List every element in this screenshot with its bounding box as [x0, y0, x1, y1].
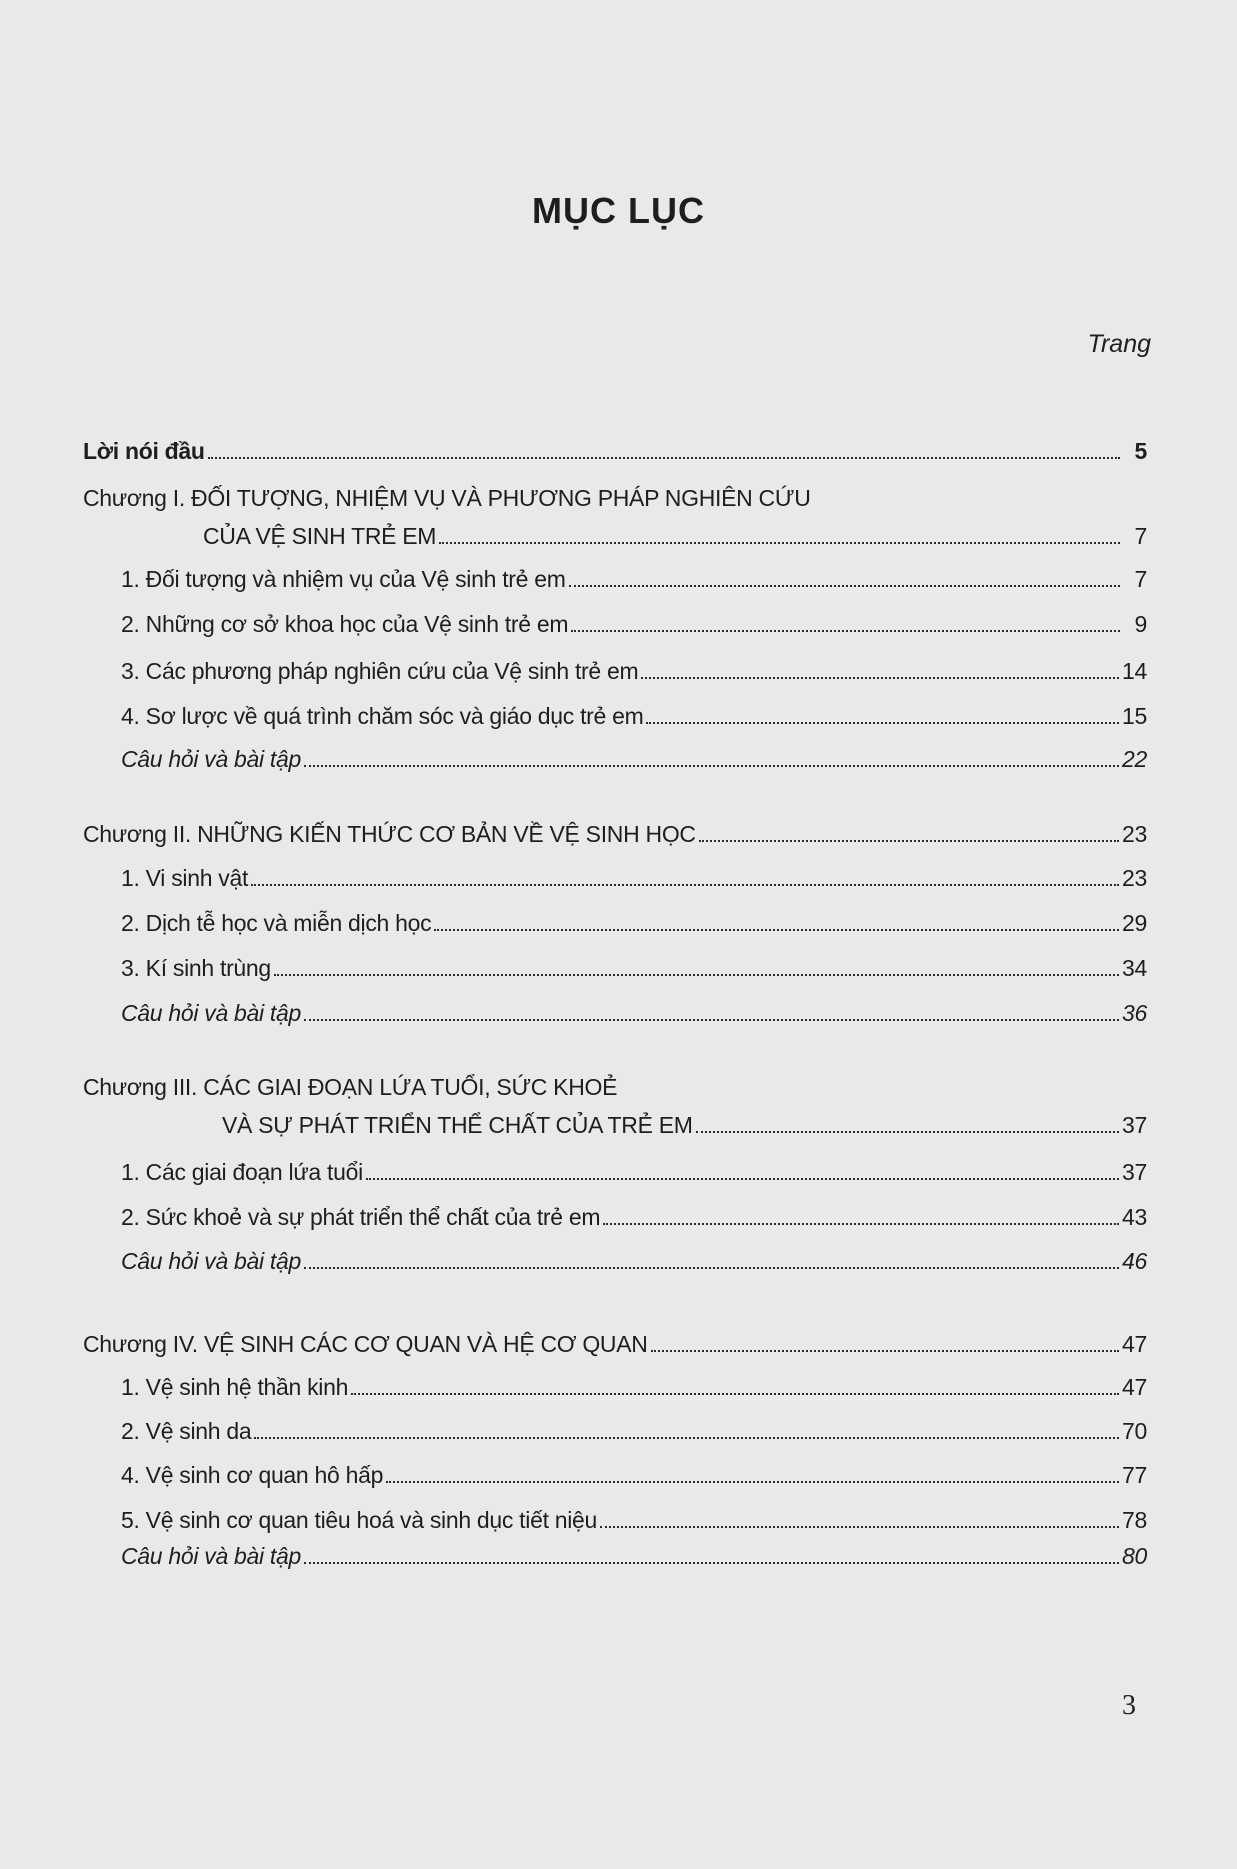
toc-chapter-title: CỦA VỆ SINH TRẺ EM — [203, 523, 437, 549]
page-title: MỤC LỤC — [532, 190, 705, 231]
toc-entry[interactable] — [0, 1159, 1237, 1189]
dot-leader — [351, 1393, 1119, 1395]
dot-leader — [603, 1223, 1119, 1225]
toc-chapter-title: Chương II. NHỮNG KIẾN THỨC CƠ BẢN VỀ VỆ SINH HỌC — [83, 821, 696, 847]
toc-entry[interactable] — [0, 1204, 1237, 1234]
toc-entry-label: Câu hỏi và bài tập — [121, 1543, 302, 1569]
toc-entry[interactable] — [0, 1462, 1237, 1492]
dot-leader — [600, 1526, 1119, 1528]
toc-page-number: 7 — [1134, 523, 1147, 549]
dot-leader — [646, 722, 1119, 724]
dot-leader — [304, 765, 1119, 767]
dot-leader — [569, 585, 1120, 587]
toc-entry[interactable] — [0, 1418, 1237, 1448]
toc-chapter-title: VÀ SỰ PHÁT TRIỂN THỂ CHẤT CỦA TRẺ EM — [222, 1112, 693, 1138]
dot-leader — [274, 974, 1119, 976]
toc-page-number: 7 — [1134, 566, 1147, 592]
toc-entry[interactable] — [0, 1507, 1237, 1537]
dot-leader — [251, 884, 1119, 886]
toc-entry[interactable] — [0, 746, 1237, 776]
dot-leader — [571, 630, 1120, 632]
toc-entry[interactable] — [0, 438, 1237, 468]
toc-chapter-title-line1: Chương I. ĐỐI TƯỢNG, NHIỆM VỤ VÀ PHƯƠNG PHÁP NGHIÊN CỨU — [83, 485, 811, 511]
toc-entry-label: 1. Đối tượng và nhiệm vụ của Vệ sinh trẻ em — [121, 566, 566, 592]
toc-page-number: 47 — [1122, 1374, 1147, 1400]
toc-page-number: 36 — [1122, 1000, 1147, 1026]
toc-chapter-title: Chương IV. VỆ SINH CÁC CƠ QUAN VÀ HỆ CƠ QUAN — [83, 1331, 648, 1357]
toc-entry-label: Lời nói đầu — [83, 438, 205, 464]
toc-entry[interactable] — [0, 1331, 1237, 1361]
toc-page-number: 9 — [1134, 611, 1147, 637]
toc-entry[interactable] — [0, 865, 1237, 895]
toc-page-number: 15 — [1122, 703, 1147, 729]
toc-entry[interactable] — [0, 1000, 1237, 1030]
toc-page-number: 80 — [1122, 1543, 1147, 1569]
toc-page-number: 22 — [1122, 746, 1147, 772]
toc-entry[interactable] — [0, 566, 1237, 596]
toc-page-number: 34 — [1122, 955, 1147, 981]
toc-entry-label: 4. Vệ sinh cơ quan hô hấp — [121, 1462, 384, 1488]
toc-entry-label: 1. Các giai đoạn lứa tuổi — [121, 1159, 363, 1185]
dot-leader — [439, 542, 1120, 544]
toc-entry[interactable] — [0, 1374, 1237, 1404]
page-column-label: Trang — [1087, 330, 1151, 358]
toc-page-number: 46 — [1122, 1248, 1147, 1274]
dot-leader — [641, 677, 1119, 679]
toc-entry[interactable] — [0, 821, 1237, 851]
toc-entry[interactable] — [0, 523, 1237, 553]
toc-page-number: 70 — [1122, 1418, 1147, 1444]
toc-entry-label: 3. Kí sinh trùng — [121, 955, 271, 981]
toc-entry[interactable] — [0, 611, 1237, 641]
toc-page-number: 43 — [1122, 1204, 1147, 1230]
toc-page-number: 29 — [1122, 910, 1147, 936]
toc-page-number: 14 — [1122, 658, 1147, 684]
dot-leader — [386, 1481, 1119, 1483]
toc-entry-label: Câu hỏi và bài tập — [121, 1000, 302, 1026]
toc-entry-label: 4. Sơ lược về quá trình chăm sóc và giáo dục trẻ em — [121, 703, 644, 729]
toc-entry-label: 2. Vệ sinh da — [121, 1418, 252, 1444]
toc-chapter-title-line1: Chương III. CÁC GIAI ĐOẠN LỨA TUỔI, SỨC KHOẺ — [83, 1074, 618, 1100]
toc-entry[interactable] — [0, 910, 1237, 940]
toc-entry[interactable] — [0, 1112, 1237, 1142]
dot-leader — [696, 1131, 1119, 1133]
toc-page-number: 37 — [1122, 1112, 1147, 1138]
toc-entry-label: 1. Vi sinh vật — [121, 865, 249, 891]
dot-leader — [304, 1562, 1119, 1564]
toc-page-number: 23 — [1122, 865, 1147, 891]
toc-entry-label: 3. Các phương pháp nghiên cứu của Vệ sinh trẻ em — [121, 658, 639, 684]
toc-entry-label: 2. Dịch tễ học và miễn dịch học — [121, 910, 432, 936]
toc-entry-label: Câu hỏi và bài tập — [121, 1248, 302, 1274]
toc-page-number: 78 — [1122, 1507, 1147, 1533]
toc-entry[interactable] — [0, 955, 1237, 985]
toc-entry[interactable] — [0, 1248, 1237, 1278]
dot-leader — [651, 1350, 1119, 1352]
toc-entry-label: 5. Vệ sinh cơ quan tiêu hoá và sinh dục tiết niệu — [121, 1507, 598, 1533]
toc-entry[interactable] — [0, 703, 1237, 733]
toc-page-number: 37 — [1122, 1159, 1147, 1185]
toc-entry[interactable] — [0, 658, 1237, 688]
toc-entry[interactable] — [0, 1543, 1237, 1573]
dot-leader — [304, 1267, 1119, 1269]
toc-entry-label: 1. Vệ sinh hệ thần kinh — [121, 1374, 349, 1400]
toc-page-number: 5 — [1134, 438, 1147, 464]
page-number: 3 — [1122, 1690, 1136, 1721]
dot-leader — [254, 1437, 1119, 1439]
dot-leader — [304, 1019, 1119, 1021]
toc-page-number: 47 — [1122, 1331, 1147, 1357]
toc-page-number: 23 — [1122, 821, 1147, 847]
toc-page-number: 77 — [1122, 1462, 1147, 1488]
toc-entry-label: 2. Sức khoẻ và sự phát triển thể chất của trẻ em — [121, 1204, 601, 1230]
dot-leader — [208, 457, 1120, 459]
dot-leader — [434, 929, 1119, 931]
toc-entry-label: 2. Những cơ sở khoa học của Vệ sinh trẻ em — [121, 611, 569, 637]
toc-entry-label: Câu hỏi và bài tập — [121, 746, 302, 772]
dot-leader — [699, 840, 1119, 842]
dot-leader — [366, 1178, 1119, 1180]
